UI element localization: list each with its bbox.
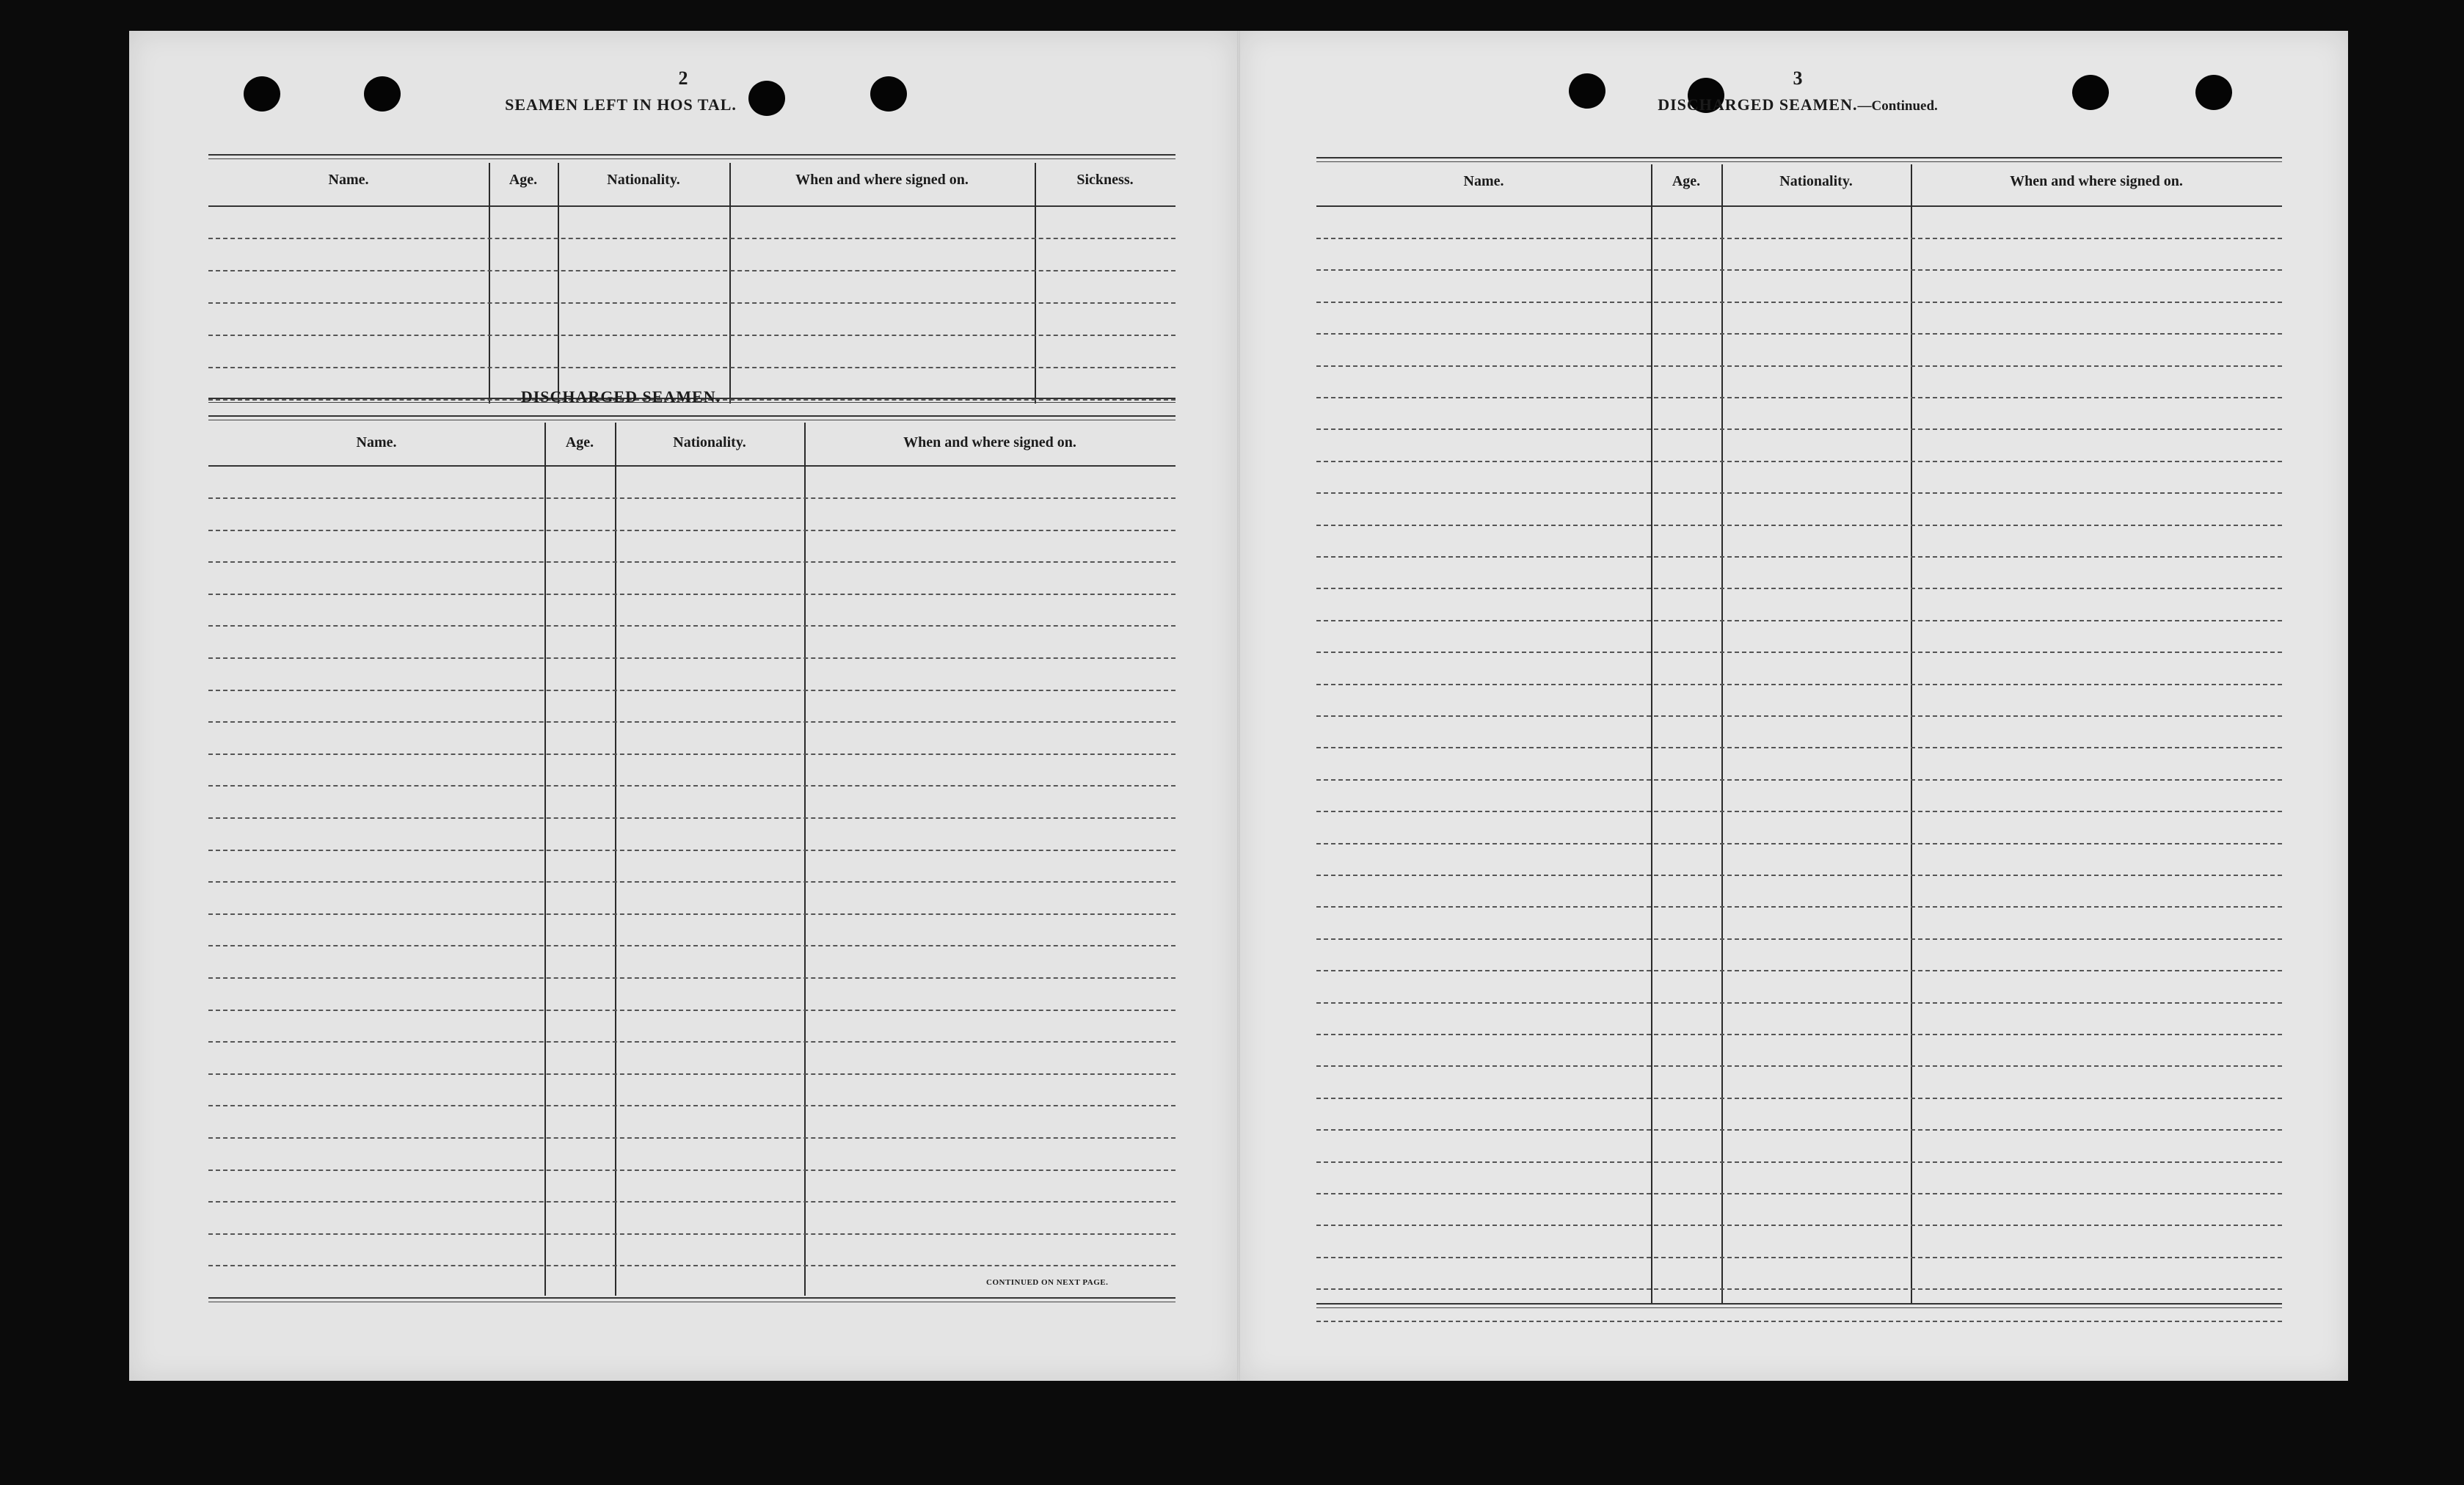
hospital-section-title: SEAMEN LEFT IN HOS TAL. <box>505 95 737 114</box>
table-row <box>208 945 1175 946</box>
title-continued: —Continued. <box>1857 98 1938 114</box>
column-header-name: Name. <box>1463 173 1504 189</box>
table-row <box>208 1073 1175 1075</box>
table-row <box>1316 1321 2282 1322</box>
column-header-name: Name. <box>328 172 369 188</box>
table-row <box>208 850 1175 851</box>
page-number: 3 <box>1793 68 1803 89</box>
table-row <box>208 881 1175 883</box>
table-bottom-rule <box>208 1297 1175 1302</box>
table-row <box>1316 461 2282 462</box>
column-header-age: Age. <box>565 434 594 450</box>
table-row <box>208 977 1175 979</box>
table-row <box>208 302 1175 304</box>
column-header-nationality: Nationality. <box>1779 173 1853 189</box>
punch-hole <box>244 76 280 112</box>
table-row <box>1316 525 2282 526</box>
table-row <box>1316 1065 2282 1067</box>
table-row <box>208 1010 1175 1011</box>
continued-note: CONTINUED ON NEXT PAGE. <box>986 1278 1109 1287</box>
table-row <box>1316 843 2282 844</box>
table-row <box>1316 1257 2282 1258</box>
table-row <box>1316 1129 2282 1131</box>
punch-hole <box>870 76 907 112</box>
table-row <box>1316 715 2282 717</box>
table-row <box>208 657 1175 659</box>
discharged-table <box>208 412 1175 1307</box>
table-row <box>1316 302 2282 303</box>
page-number: 2 <box>678 68 688 89</box>
header-bottom-rule <box>208 465 1175 467</box>
header-bottom-rule <box>208 205 1175 207</box>
table-row <box>1316 333 2282 335</box>
punch-hole <box>364 76 401 112</box>
table-row <box>1316 1002 2282 1004</box>
table-row <box>1316 365 2282 367</box>
table-row <box>208 530 1175 531</box>
column-header-name: Name. <box>356 434 397 450</box>
table-top-rule <box>208 154 1175 159</box>
table-row <box>1316 428 2282 430</box>
table-row <box>1316 556 2282 558</box>
table-row <box>208 1233 1175 1235</box>
table-row <box>1316 875 2282 876</box>
table-row <box>1316 397 2282 398</box>
table-row <box>208 367 1175 368</box>
table-row <box>208 497 1175 499</box>
table-top-rule <box>1316 157 2282 162</box>
table-row <box>1316 1034 2282 1035</box>
punch-hole <box>2195 75 2232 110</box>
table-row <box>1316 1193 2282 1194</box>
column-divider <box>804 423 806 1296</box>
column-divider <box>615 423 616 1296</box>
table-row <box>208 238 1175 239</box>
discharged-continued-title <box>1570 95 2025 114</box>
table-row <box>208 1170 1175 1171</box>
column-header-age: Age. <box>1672 173 1701 189</box>
table-row <box>208 817 1175 819</box>
table-row <box>208 785 1175 787</box>
column-header-signed-on: When and where signed on. <box>903 434 1076 450</box>
hospital-table <box>208 125 1175 404</box>
table-row <box>1316 684 2282 685</box>
table-row <box>208 1137 1175 1139</box>
discharged-continued-table <box>1316 125 2282 1313</box>
table-row <box>1316 970 2282 971</box>
table-row <box>1316 1288 2282 1290</box>
table-row <box>1316 811 2282 812</box>
table-row <box>208 561 1175 563</box>
table-row <box>1316 652 2282 653</box>
left-page <box>129 31 1237 1381</box>
header-bottom-rule <box>1316 205 2282 207</box>
table-row <box>1316 492 2282 494</box>
column-header-nationality: Nationality. <box>607 172 680 188</box>
table-row <box>208 913 1175 915</box>
column-header-signed-on: When and where signed on. <box>795 172 969 188</box>
right-page <box>1240 31 2348 1381</box>
column-divider <box>1911 164 1912 1305</box>
table-row <box>208 1201 1175 1203</box>
table-row <box>1316 620 2282 621</box>
table-row <box>208 594 1175 595</box>
discharged-section-title: DISCHARGED SEAMEN. <box>520 387 721 406</box>
table-row <box>208 1105 1175 1106</box>
column-header-sickness: Sickness. <box>1076 172 1134 188</box>
table-row <box>208 1041 1175 1043</box>
table-row <box>208 625 1175 627</box>
table-row <box>1316 779 2282 781</box>
column-header-age: Age. <box>509 172 538 188</box>
column-divider <box>544 423 546 1296</box>
table-row <box>1316 1225 2282 1226</box>
table-bottom-rule <box>1316 1303 2282 1308</box>
punch-hole <box>2072 75 2109 110</box>
column-header-nationality: Nationality. <box>673 434 746 450</box>
table-row <box>208 1265 1175 1266</box>
table-row <box>208 721 1175 723</box>
column-header-signed-on: When and where signed on. <box>2010 173 2183 189</box>
table-row <box>1316 269 2282 271</box>
column-divider <box>1721 164 1723 1305</box>
table-row <box>1316 938 2282 940</box>
table-row <box>208 754 1175 755</box>
column-divider <box>1651 164 1652 1305</box>
table-row <box>1316 747 2282 748</box>
table-row <box>208 690 1175 691</box>
table-row <box>208 270 1175 271</box>
table-row <box>1316 588 2282 589</box>
table-top-rule <box>208 415 1175 420</box>
table-row <box>1316 906 2282 908</box>
table-row <box>1316 238 2282 239</box>
title-main: DISCHARGED SEAMEN. <box>1658 95 1858 114</box>
table-row <box>1316 1098 2282 1099</box>
table-row <box>1316 1161 2282 1163</box>
table-row <box>208 335 1175 336</box>
